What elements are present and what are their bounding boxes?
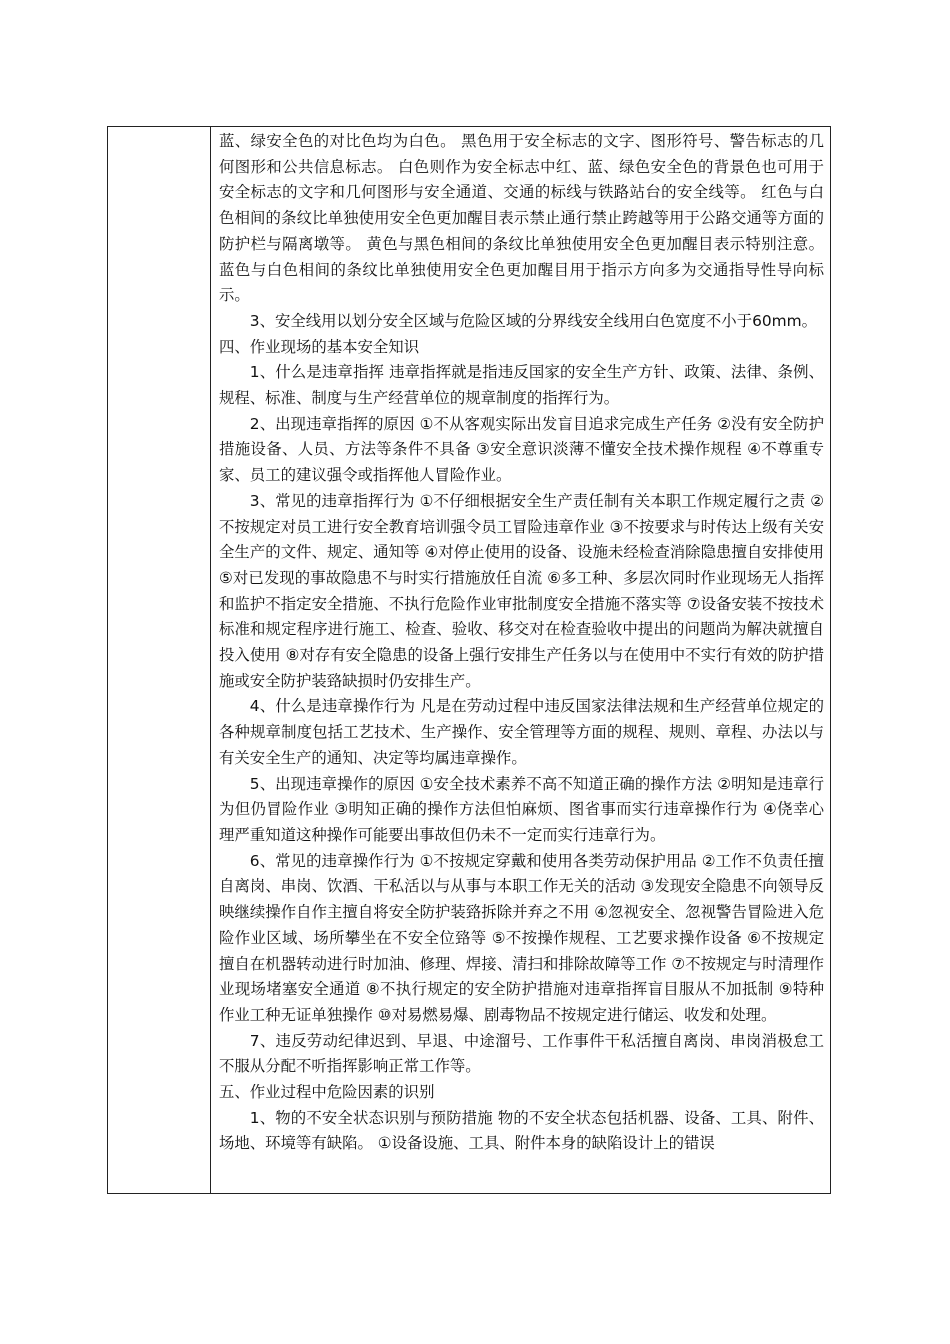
paragraph-5: 2、出现违章指挥的原因 ①不从客观实际出发盲目追求完成生产任务 ②没有安全防护措施设备、人员、方法等条件不具备 ③安全意识淡薄不懂安全技术操作规程 ④不尊重专家、员工的建议强令或指挥他人冒险作业。 [219, 414, 824, 485]
paragraph-9: 6、常见的违章操作行为 ①不按规定穿戴和使用各类劳动保护用品 ②工作不负责任擅自离岗、串岗、饮酒、干私活以与从事与本职工作无关的活动 ③发现安全隐患不向领导反映继续操作自作主擅自将安全防护装臵拆除并弃之不用 ④忽视安全、忽视警告冒险进入危险作业区域、场所攀坐在不安全位臵等 ⑤不按操作规程、工艺要求操作设备 ⑥不按规定擅自在机器转动进行时加油、修理、焊接、清扫和排除故障等工作 ⑦不按规定与时清理作业现场堵塞安全通道 ⑧不执行规定的安全防护措施对违章指挥盲目服从不加抵制 ⑨特种作业工种无证单独操作 ⑩对易燃易爆、剧毒物品不按规定进行储运、收发和处理。 [219, 851, 824, 1024]
paragraph-2: 3、安全线用以划分安全区域与危险区域的分界线安全线用白色宽度不小于60mm。 [249, 311, 818, 330]
section-heading-4: 四、作业现场的基本安全知识 [219, 337, 420, 356]
paragraph-10: 7、违反劳动纪律迟到、早退、中途溜号、工作事件干私活擅自离岗、串岗消极怠工不服从分配不听指挥影响正常工作等。 [219, 1031, 824, 1076]
table-content-cell [211, 127, 830, 1193]
document-table [107, 126, 831, 1194]
paragraph-12: 1、物的不安全状态识别与预防措施 物的不安全状态包括机器、设备、工具、附件、场地、环境等有缺陷。 ①设备设施、工具、附件本身的缺陷设计上的错误 [219, 1108, 824, 1153]
paragraph-6: 3、常见的违章指挥行为 ①不仔细根据安全生产责任制有关本职工作规定履行之责 ②不按规定对员工进行安全教育培训强令员工冒险违章作业 ③不按要求与时传达上级有关安全生产的文件、规定、通知等 ④对停止使用的设备、设施未经检查消除隐患擅自安排使用 ⑤对已发现的事故隐患不与时实行措施放任自流 ⑥多工种、多层次同时作业现场无人指挥和监护不指定安全措施、不执行危险作业审批制度安全措施不落实等 ⑦设备安装不按技术标准和规定程序进行施工、检查、验收、移交对在检查验收中提出的问题尚为解决就擅自投入使用 ⑧对存有安全隐患的设备上强行安排生产任务以与在使用中不实行有效的防护措施或安全防护装臵缺损时仍安排生产。 [219, 491, 824, 690]
paragraph-7: 4、什么是违章操作行为 凡是在劳动过程中违反国家法律法规和生产经营单位规定的各种规章制度包括工艺技术、生产操作、安全管理等方面的规程、规则、章程、办法以与有关安全生产的通知、决定等均属违章操作。 [219, 697, 824, 767]
section-heading-5: 五、作业过程中危险因素的识别 [219, 1083, 435, 1102]
paragraph-8: 5、出现违章操作的原因 ①安全技术素养不高不知道正确的操作方法 ②明知是违章行为但仍冒险作业 ③明知正确的操作方法但怕麻烦、图省事而实行违章操作行为 ④侥幸心理严重知道这种操作可能要出事故但仍未不一定而实行违章行为。 [219, 774, 824, 844]
table-left-cell [108, 127, 211, 1193]
paragraph-1: 蓝、绿安全色的对比色均为白色。 黑色用于安全标志的文字、图形符号、警告标志的几何图形和公共信息标志。 白色则作为安全标志中红、蓝、绿色安全色的背景色也可用于安全标志的文字和几何图形与安全通道、交通的标线与铁路站台的安全线等。 红色与白色相间的条纹比单独使用安全色更加醒目表示禁止通行禁止跨越等用于公路交通等方面的防护栏与隔离墩等。 黄色与黑色相间的条纹比单独使用安全色更加醒目表示特别注意。 蓝色与白色相间的条纹比单独使用安全色更加醒目用于指示方向多为交通指导性导向标示。 [219, 132, 824, 305]
paragraph-4: 1、什么是违章指挥 违章指挥就是指违反国家的安全生产方针、政策、法律、条例、规程、标准、制度与生产经营单位的规章制度的指挥行为。 [219, 363, 824, 408]
